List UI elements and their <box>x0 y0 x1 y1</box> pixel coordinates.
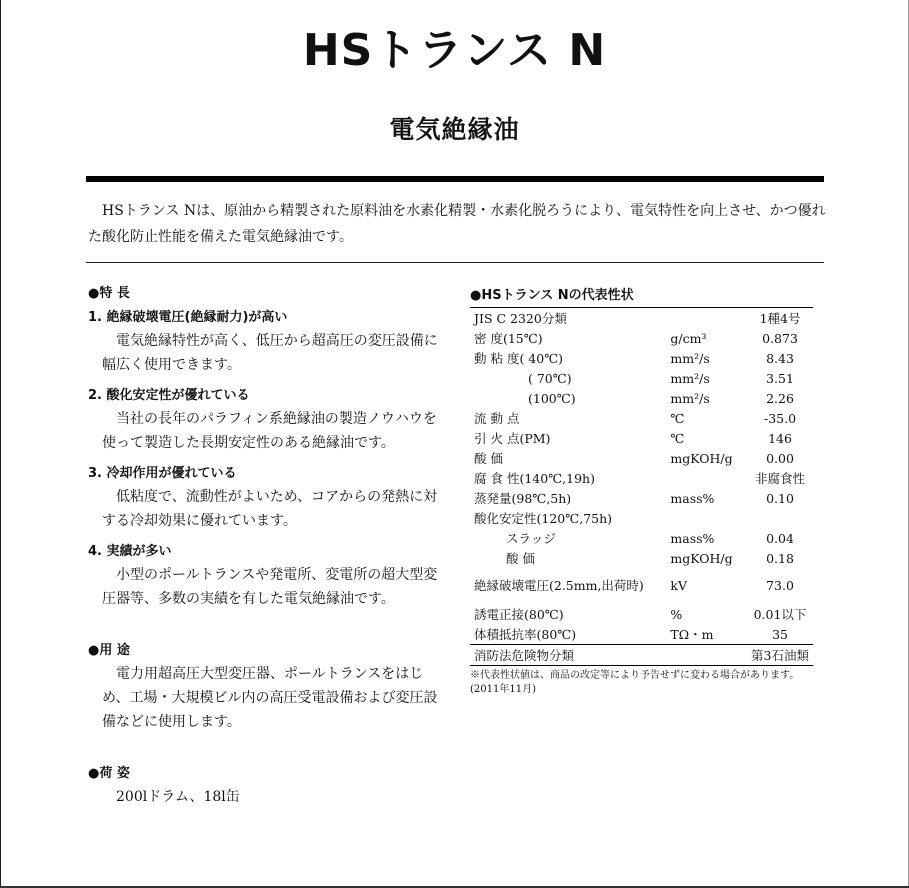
feature-body-2: 当社の長年のパラフィン系絶縁油の製造ノウハウを使って製造した長期安定性のある絶縁油です。 <box>102 411 437 451</box>
table-row <box>470 368 813 388</box>
applications-heading: ●用 途 <box>88 643 130 658</box>
prop-name: 動 粘 度( 40℃) <box>474 351 564 366</box>
prop-unit: mgKOH/g <box>670 550 733 566</box>
table-row <box>470 548 813 568</box>
prop-name: 誘電正接(80℃) <box>474 607 564 622</box>
product-subtitle: 電気絶縁油 <box>389 115 520 144</box>
left-column <box>88 282 448 809</box>
prop-unit: g/cm³ <box>670 330 707 346</box>
table-row <box>470 468 813 488</box>
table-row <box>470 308 813 329</box>
prop-value: 3.51 <box>766 370 794 386</box>
table-row <box>470 604 813 624</box>
intro-divider <box>86 262 824 263</box>
feature-body-1: 電気絶縁特性が高く、低圧から超高圧の変圧設備に幅広く使用できます。 <box>102 333 438 373</box>
prop-unit: mgKOH/g <box>670 450 733 466</box>
note-text: ※代表性状値は、商品の改定等により予告せずに変わる場合があります。 <box>470 670 800 681</box>
prop-name: 消防法危険物分類 <box>470 645 666 666</box>
table-row <box>470 448 813 468</box>
prop-value: -35.0 <box>763 410 797 426</box>
prop-value: 35 <box>772 626 788 642</box>
prop-value: 0.01以下 <box>753 607 807 622</box>
prop-name: 密 度(15℃) <box>474 331 543 346</box>
prop-value: 8.43 <box>766 350 794 366</box>
table-row <box>470 508 813 528</box>
prop-unit <box>666 508 747 528</box>
prop-value: 146 <box>768 430 792 446</box>
prop-name: 流 動 点 <box>474 411 520 426</box>
applications-body: 電力用超高圧大型変圧器、ポールトランスをはじめ、工場・大規模ビル内の高圧受電設備および変圧設備などに使用します。 <box>102 666 438 730</box>
prop-unit: mm²/s <box>670 390 710 406</box>
prop-value: 1種4号 <box>759 311 801 326</box>
feature-title-4: 4. 実績が多い <box>88 544 172 559</box>
feature-body-4: 小型のポールトランスや発電所、変電所の超大型変圧器等、多数の実績を有した電気絶縁油です。 <box>102 567 438 607</box>
properties-table-title: ●HSトランス Nの代表性状 <box>470 288 634 303</box>
packaging-body: 200lドラム、18l缶 <box>116 789 240 805</box>
prop-name: 酸 価 <box>474 451 503 466</box>
prop-value: 0.873 <box>762 330 798 346</box>
table-note <box>470 669 815 697</box>
properties-table <box>470 307 813 666</box>
feature-title-2: 2. 酸化安定性が優れている <box>88 388 250 403</box>
header-divider <box>86 176 824 182</box>
prop-value: 2.26 <box>766 390 794 406</box>
prop-name: ( 70℃) <box>528 370 572 386</box>
packaging-heading: ●荷 姿 <box>88 766 130 781</box>
prop-value: 0.18 <box>766 550 794 566</box>
prop-unit: ℃ <box>670 430 685 446</box>
prop-unit: mm²/s <box>670 370 710 386</box>
table-row <box>470 645 813 666</box>
prop-name: 体積抵抗率(80℃) <box>474 627 577 642</box>
prop-unit <box>666 645 747 666</box>
table-row <box>470 568 813 604</box>
intro-paragraph: HSトランス Nは、原油から精製された原料油を水素化精製・水素化脱ろうにより、電気特性を向上させ、かつ優れた酸化防止性能を備えた電気絶縁油です。 <box>88 203 826 245</box>
features-heading: ●特 長 <box>88 286 130 301</box>
prop-value: 非腐食性 <box>755 471 806 486</box>
table-row <box>470 328 813 348</box>
prop-name: スラッジ <box>506 531 556 546</box>
prop-unit <box>666 468 747 488</box>
prop-value: 73.0 <box>766 578 794 593</box>
prop-unit: % <box>670 606 683 622</box>
table-row <box>470 428 813 448</box>
feature-title-3: 3. 冷却作用が優れている <box>88 466 237 481</box>
prop-unit: TΩ・m <box>670 627 714 642</box>
prop-unit <box>666 308 747 329</box>
prop-value: 0.00 <box>766 450 794 466</box>
feature-body-3: 低粘度で、流動性がよいため、コアからの発熱に対する冷却効果に優れています。 <box>102 489 438 529</box>
prop-unit: mass% <box>670 530 715 546</box>
feature-title-1: 1. 絶縁破壊電圧(絶縁耐力)が高い <box>88 310 288 325</box>
product-title: HSトランス N <box>302 25 607 76</box>
prop-name: 腐 食 性(140℃,19h) <box>474 471 595 486</box>
prop-unit: mm²/s <box>670 350 710 366</box>
prop-name: 蒸発量(98℃,5h) <box>474 491 572 506</box>
prop-unit: ℃ <box>670 410 685 426</box>
table-row <box>470 488 813 508</box>
prop-value <box>747 508 813 528</box>
table-row <box>470 528 813 548</box>
properties-section <box>470 284 815 697</box>
prop-name: 酸化安定性(120℃,75h) <box>474 511 613 526</box>
prop-value: 0.04 <box>766 530 794 546</box>
prop-unit: kV <box>670 578 687 593</box>
prop-name: 酸 価 <box>506 551 535 566</box>
prop-name: (100℃) <box>528 390 576 406</box>
prop-value: 0.10 <box>766 490 794 506</box>
prop-unit: mass% <box>670 490 715 506</box>
table-row <box>470 624 813 645</box>
table-row <box>470 348 813 368</box>
prop-value: 第3石油類 <box>747 645 813 666</box>
prop-name: 絶縁破壊電圧(2.5mm,出荷時) <box>474 578 644 593</box>
table-row <box>470 388 813 408</box>
prop-name: JIS C 2320分類 <box>474 311 567 326</box>
prop-name: 引 火 点(PM) <box>474 431 551 446</box>
table-row <box>470 408 813 428</box>
note-date: (2011年11月) <box>470 684 536 695</box>
